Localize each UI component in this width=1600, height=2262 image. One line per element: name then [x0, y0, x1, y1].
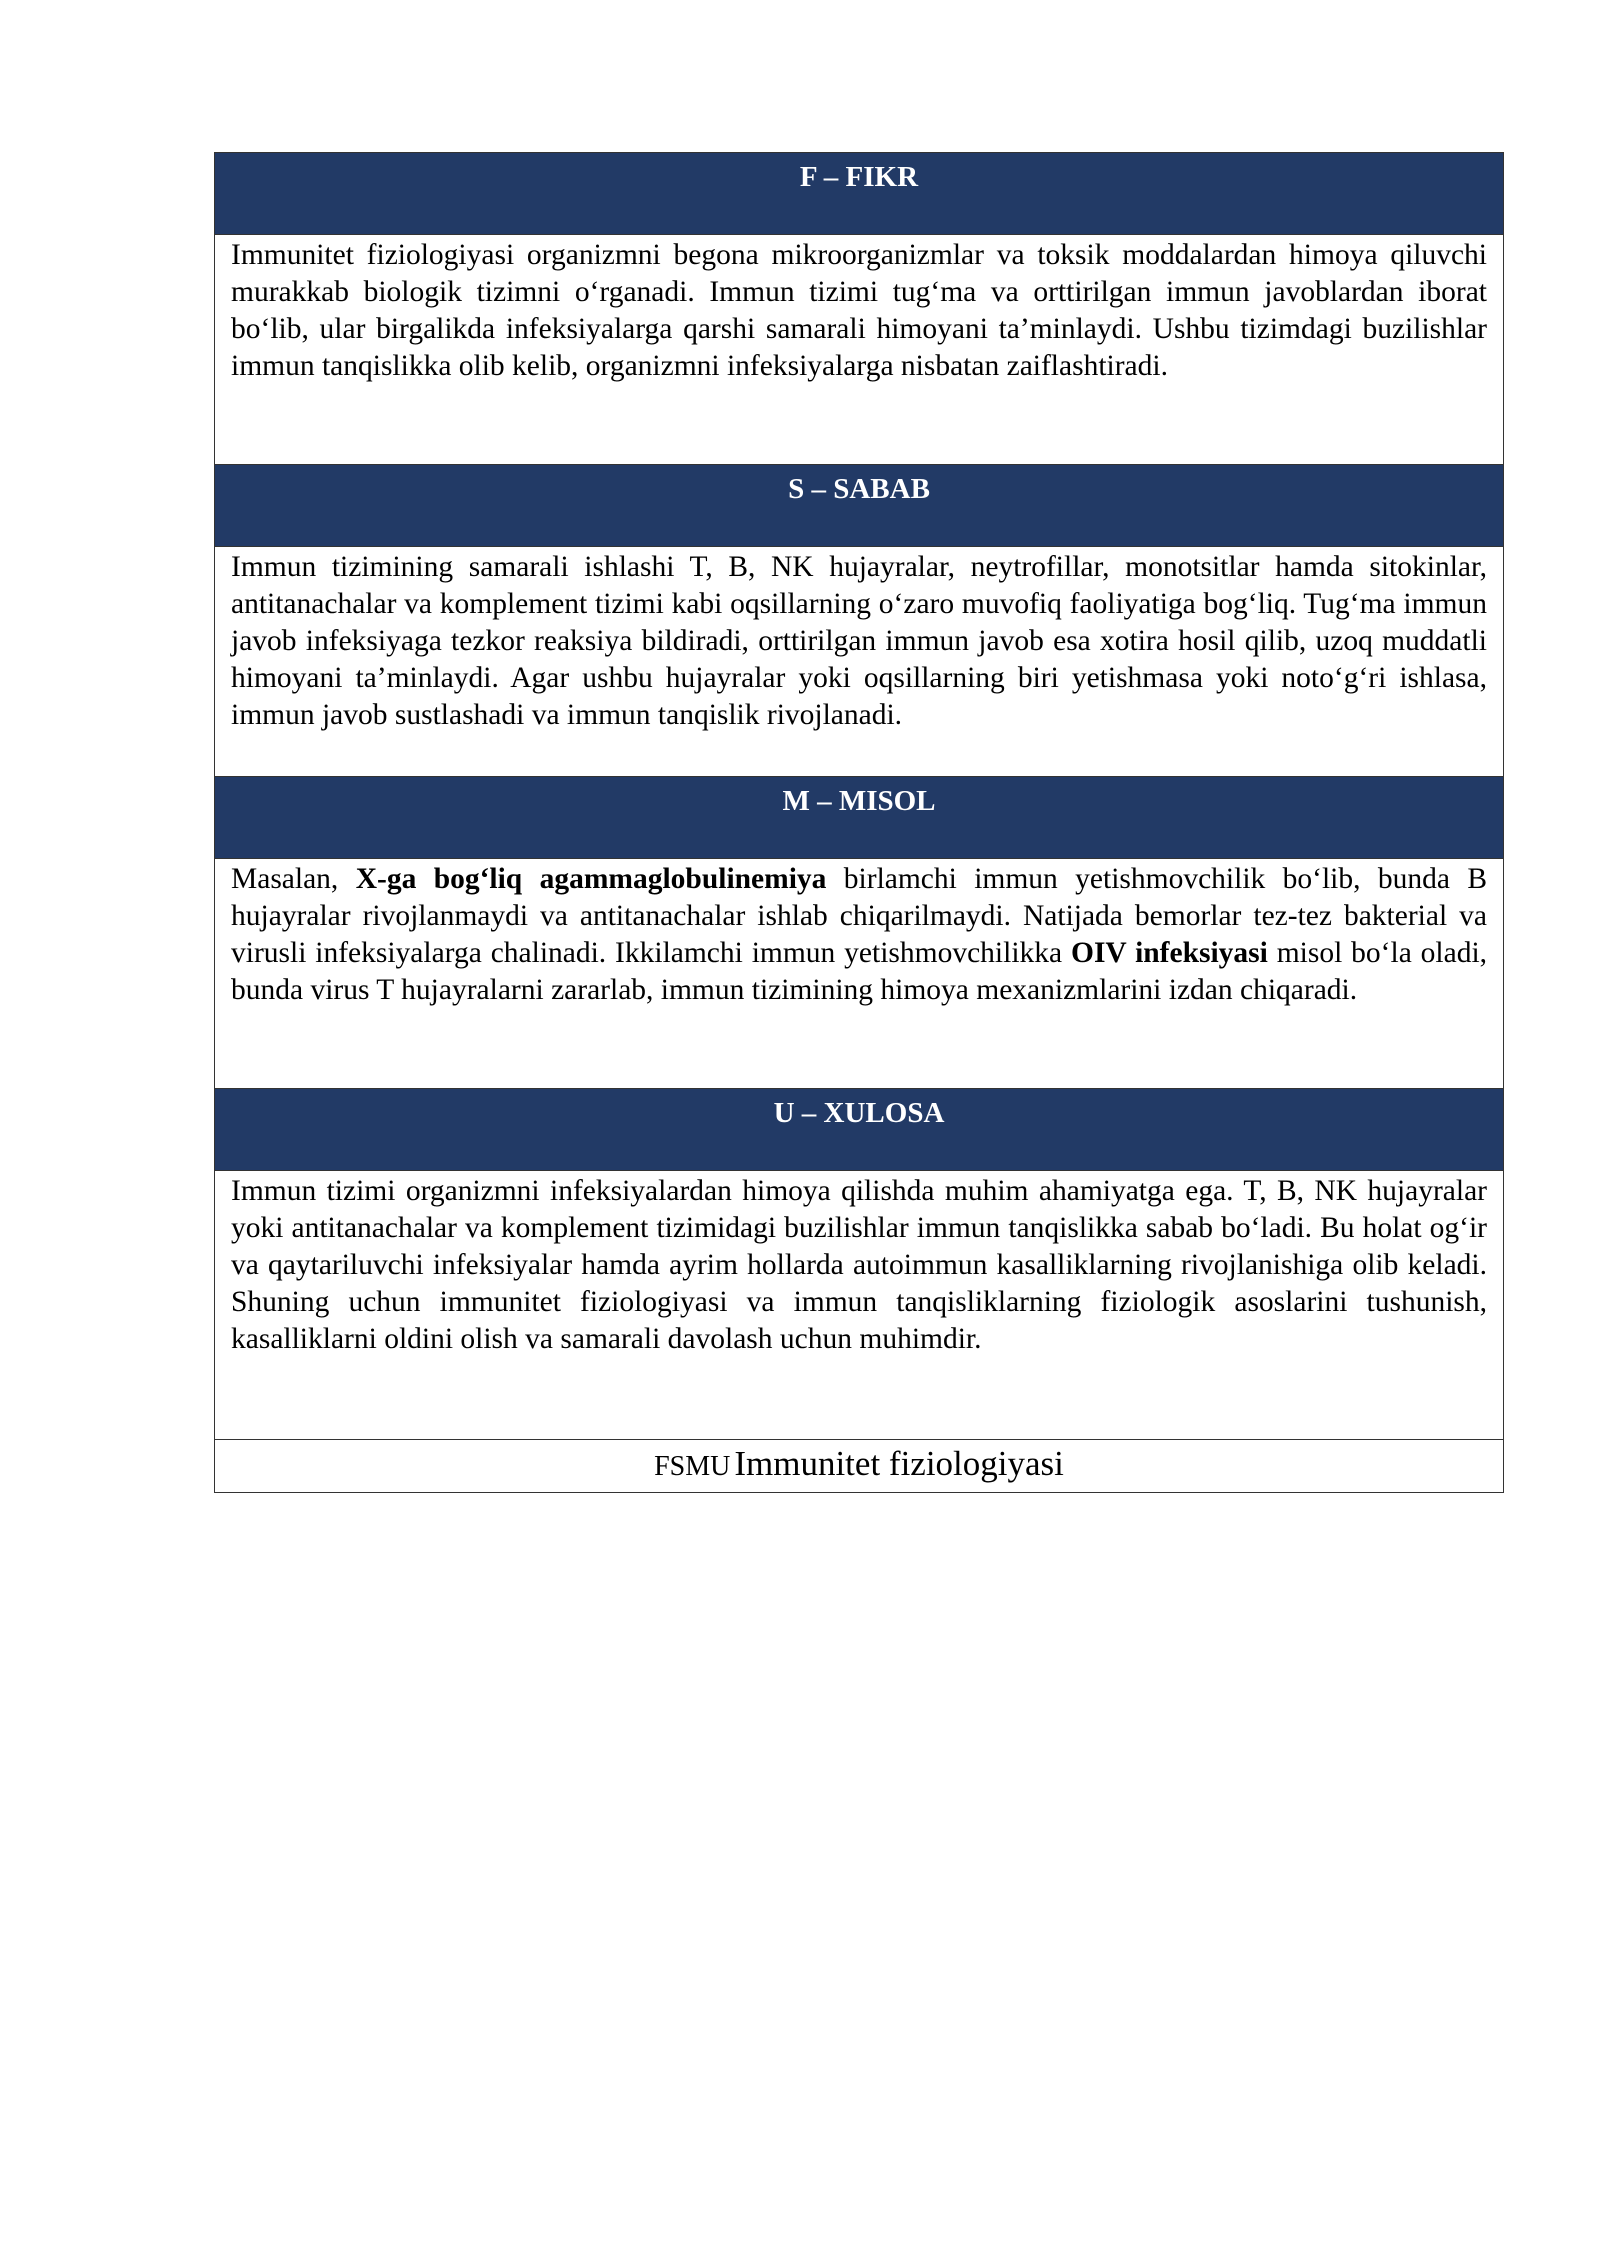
section-heading-xulosa: U – XULOSA: [215, 1089, 1503, 1171]
table-footer: [215, 1440, 1503, 1492]
footer-prefix: FSMU: [654, 1451, 731, 1482]
misol-text-part: misol bo‘la oladi, bunda virus T hujayralarni zararlab, immun tizimining himoya mexanizmlarini izdan chiqaradi.: [231, 937, 1488, 1006]
section-text-misol: [215, 859, 1503, 1089]
section-heading-misol: M – MISOL: [215, 777, 1503, 859]
misol-term-oiv: OIV infeksiyasi: [1071, 937, 1268, 969]
footer-title: Immunitet fiziologiyasi: [734, 1444, 1064, 1483]
section-text-sabab: Immun tizimining samarali ishlashi T, B, NK hujayralar, neytrofillar, monotsitlar hamda sitokinlar, antitanachalar va komplement tizimi kabi oqsillarning o‘zaro muvofiq faoliyatiga bog‘liq. Tug‘ma immun javob infeksiyaga tezkor reaksiya bildiradi, orttirilgan immun javob esa xotira hosil qilib, uzoq muddatli himoyani ta’minlaydi. Agar ushbu hujayralar yoki oqsillarning biri yetishmasa yoki noto‘g‘ri ishlasa, immun javob sustlashadi va immun tanqislik rivojlanadi.: [215, 547, 1503, 777]
misol-text-part: Masalan,: [231, 863, 356, 895]
section-heading-fikr: F – FIKR: [215, 153, 1503, 235]
misol-text-part: birlamchi immun yetishmovchilik bo‘lib, bunda B hujayralar rivojlanmaydi va antitanachalar ishlab chiqarilmaydi. Natijada bemorlar tez-tez bakterial va virusli infeksiyalarga chalinadi. Ikkilamchi immun yetishmovchilikka: [231, 863, 1487, 969]
section-text-xulosa: Immun tizimi organizmni infeksiyalardan himoya qilishda muhim ahamiyatga ega. T, B, NK hujayralar yoki antitanachalar va komplement tizimidagi buzilishlar immun tanqislikka sabab bo‘ladi. Bu holat og‘ir va qaytariluvchi infeksiyalar hamda ayrim hollarda autoimmun kasalliklarning rivojlanishiga olib keladi. Shuning uchun immunitet fiziologiyasi va immun tanqisliklarning fiziologik asoslarini tushunish, kasalliklarni oldini olish va samarali davolash uchun muhimdir.: [215, 1171, 1503, 1440]
misol-term-xla: X-ga bog‘liq agammaglobulinemiya: [355, 863, 827, 895]
fsmu-table: [214, 152, 1504, 1493]
section-text-fikr: Immunitet fiziologiyasi organizmni begona mikroorganizmlar va toksik moddalardan himoya qiluvchi murakkab biologik tizimni o‘rganadi. Immun tizimi tug‘ma va orttirilgan immun javoblardan iborat bo‘lib, ular birgalikda infeksiyalarga qarshi samarali himoyani ta’minlaydi. Ushbu tizimdagi buzilishlar immun tanqislikka olib kelib, organizmni infeksiyalarga nisbatan zaiflashtiradi.: [215, 235, 1503, 465]
section-heading-sabab: S – SABAB: [215, 465, 1503, 547]
